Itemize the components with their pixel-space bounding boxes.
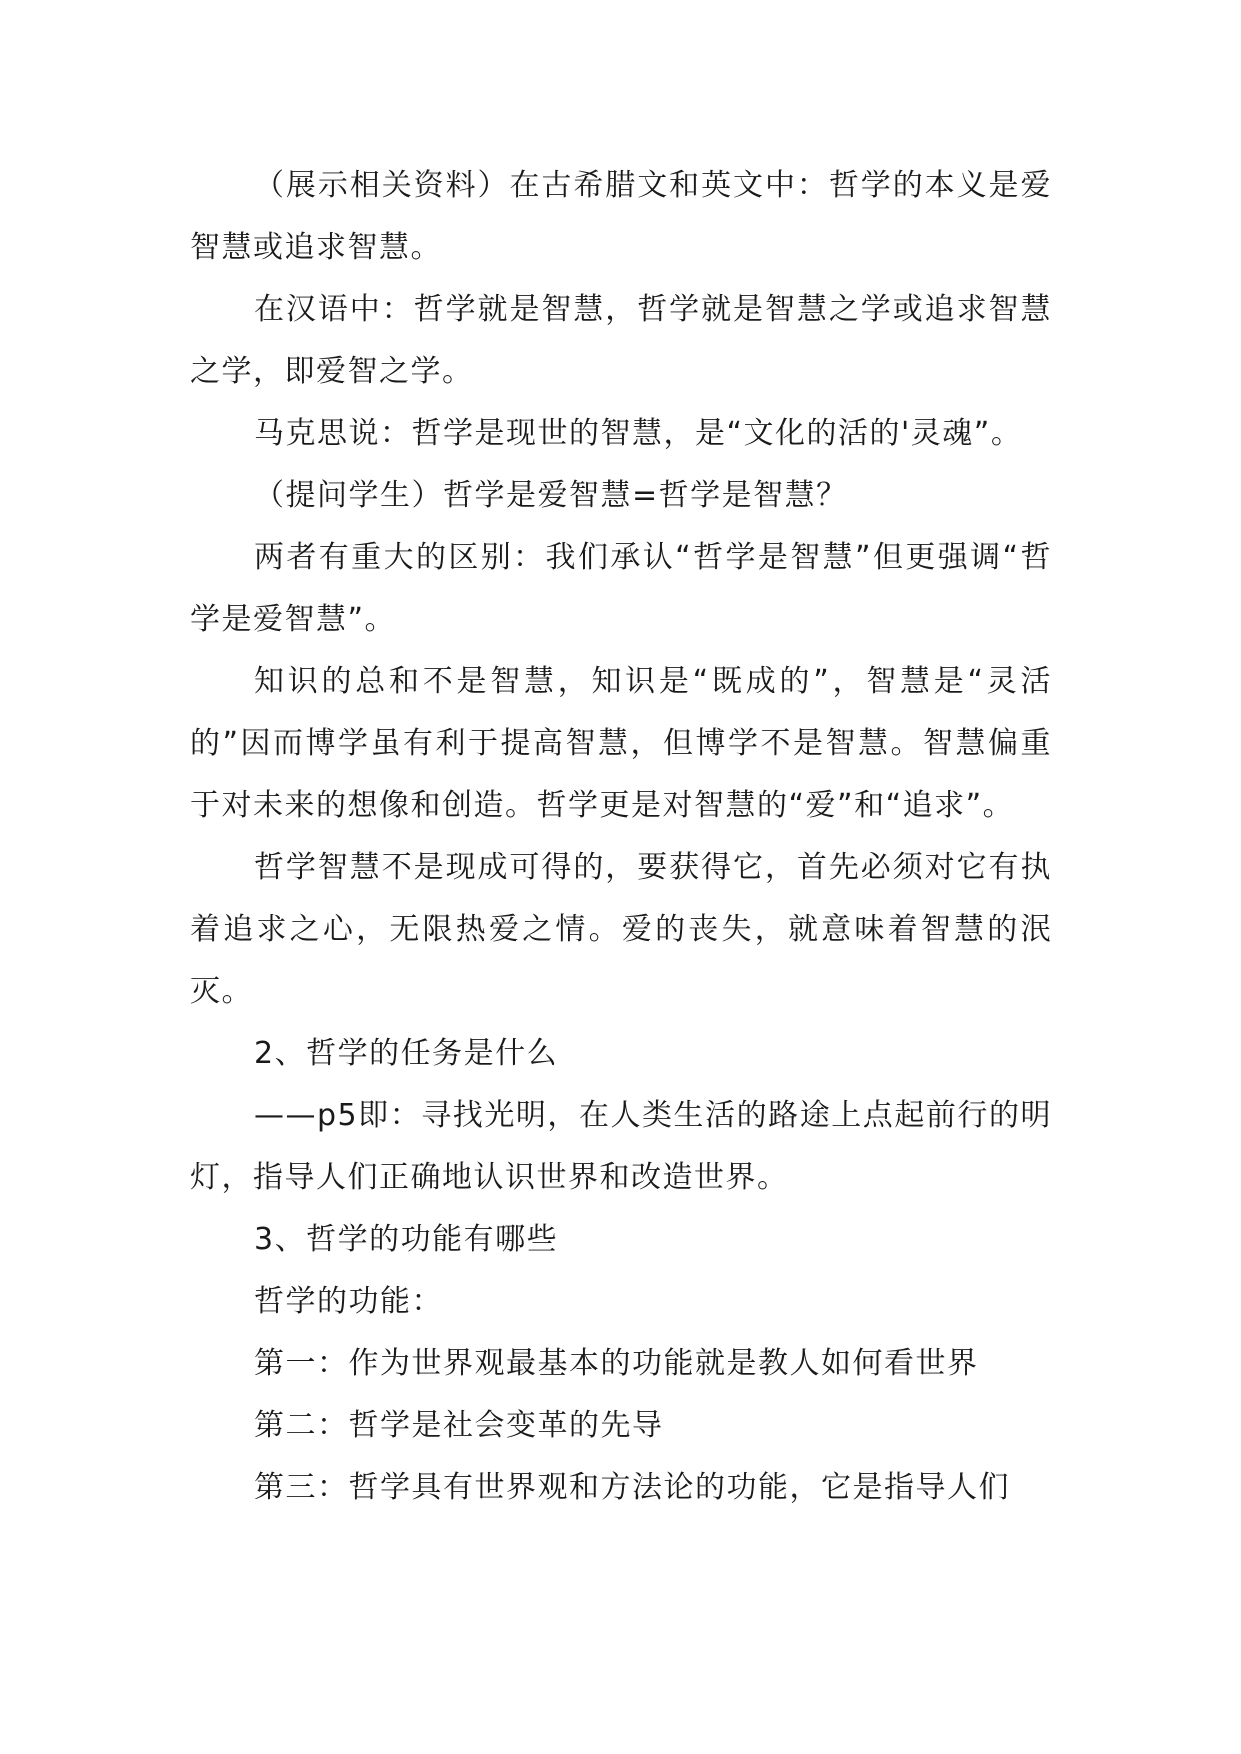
- paragraph-difference: 两者有重大的区别：我们承认“哲学是智慧”但更强调“哲学是爱智慧”。: [190, 540, 1052, 637]
- heading-functions: 3、哲学的功能有哪些: [254, 1222, 559, 1257]
- paragraph-chinese-meaning: 在汉语中：哲学就是智慧，哲学就是智慧之学或追求智慧之学，即爱智之学。: [190, 292, 1052, 389]
- heading-task: 2、哲学的任务是什么: [254, 1036, 559, 1071]
- paragraph-question: （提问学生）哲学是爱智慧=哲学是智慧？: [254, 478, 848, 513]
- document-page: [190, 155, 1052, 1519]
- paragraph-marx-quote: 马克思说：哲学是现世的智慧，是“文化的活的'灵魂”。: [254, 416, 1023, 451]
- list-item-function-2: 第二：哲学是社会变革的先导: [254, 1408, 664, 1443]
- paragraph-pursuit: 哲学智慧不是现成可得的，要获得它，首先必须对它有执着追求之心，无限热爱之情。爱的丧失，就意味着智慧的泯灭。: [190, 850, 1052, 1009]
- label-functions: 哲学的功能：: [254, 1284, 443, 1319]
- paragraph-knowledge-vs-wisdom: 知识的总和不是智慧，知识是“既成的”，智慧是“灵活的”因而博学虽有利于提高智慧，但博学不是智慧。智慧偏重于对未来的想像和创造。哲学更是对智慧的“爱”和“追求”。: [190, 664, 1052, 823]
- list-item-function-1: 第一：作为世界观最基本的功能就是教人如何看世界: [254, 1346, 979, 1381]
- list-item-function-3: 第三：哲学具有世界观和方法论的功能，它是指导人们: [254, 1470, 1010, 1505]
- paragraph-greek-meaning: （展示相关资料）在古希腊文和英文中：哲学的本义是爱智慧或追求智慧。: [190, 168, 1052, 265]
- paragraph-task-answer: ——p5即：寻找光明，在人类生活的路途上点起前行的明灯，指导人们正确地认识世界和改造世界。: [190, 1098, 1052, 1195]
